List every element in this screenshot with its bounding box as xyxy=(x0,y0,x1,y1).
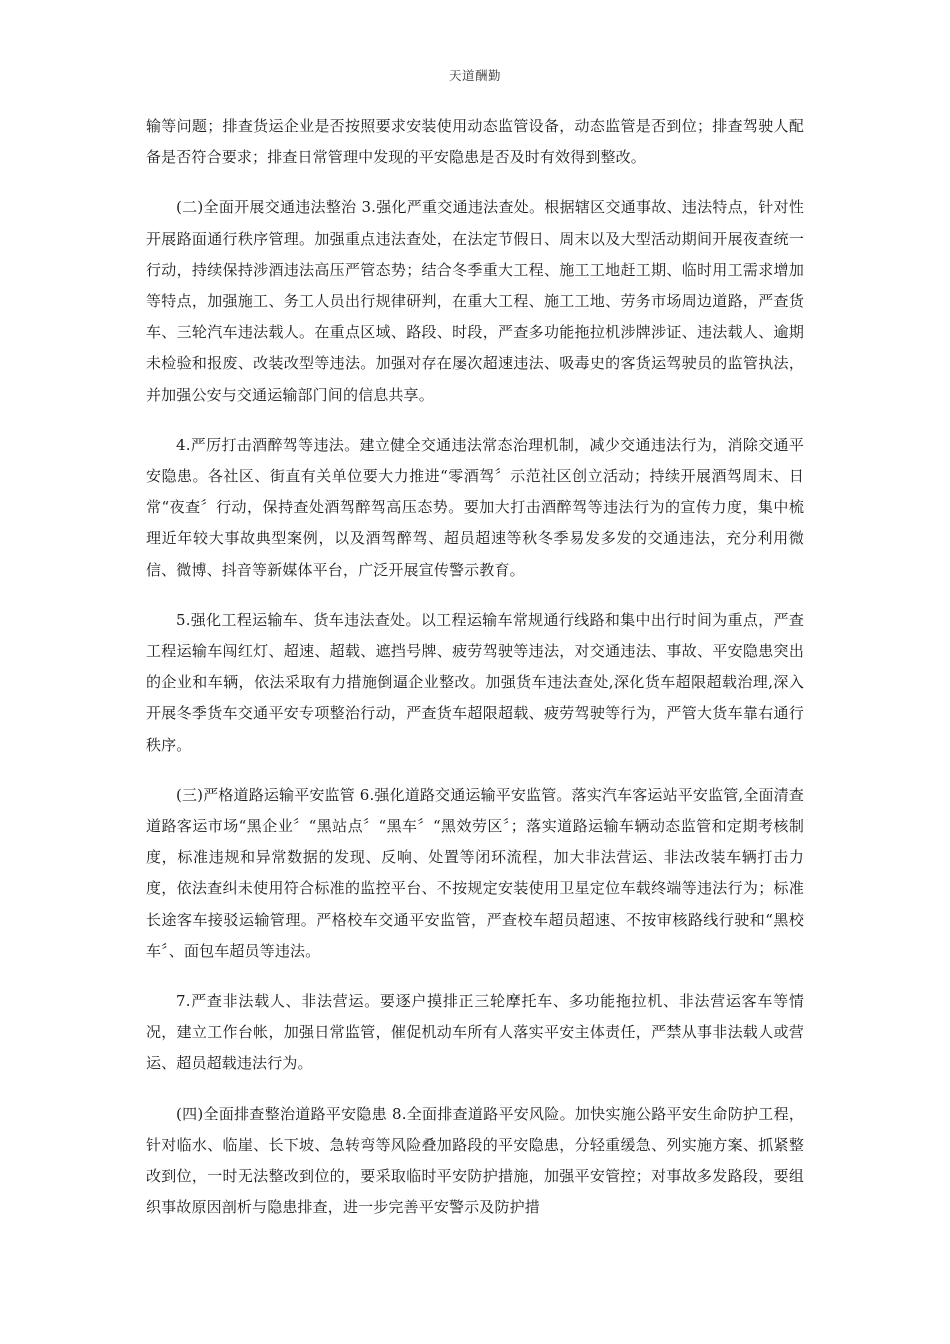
paragraph-3: 4.严厉打击酒醉驾等违法。建立健全交通违法常态治理机制，减少交通违法行为，消除交通平安隐患。各社区、街直有关单位要大力推进“零酒驾〞示范社区创立活动；持续开展酒驾周末、日常“夜查〞行动，保持查处酒驾醉驾高压态势。要加大打击酒醉驾等违法行为的宣传力度，集中梳理近年较大事故典型案例，以及酒驾醉驾、超员超速等秋冬季易发多发的交通违法，充分利用微信、微博、抖音等新媒体平台，广泛开展宣传警示教育。 xyxy=(146,435,804,579)
paragraph-2: (二)全面开展交通违法整治 3.强化严重交通违法查处。根据辖区交通事故、违法特点，针对性开展路面通行秩序管理。加强重点违法查处，在法定节假日、周末以及大型活动期间开展夜查统一行动，持续保持涉酒违法高压严管态势；结合冬季重大工程、施工工地赶工期、临时用工需求增加等特点，加强施工、务工人员出行规律研判，在重大工程、施工工地、劳务市场周边道路，严查货车、三轮汽车违法载人。在重点区域、路段、时段，严查多功能拖拉机涉牌涉证、违法载人、逾期未检验和报废、改装改型等违法。加强对存在屡次超速违法、吸毒史的客货运驾驶员的监管执法，并加强公安与交通运输部门间的信息共享。 xyxy=(146,198,804,404)
paragraph-1: 输等问题；排查货运企业是否按照要求安装使用动态监管设备，动态监管是否到位；排查驾驶人配备是否符合要求；排查日常管理中发现的平安隐患是否及时有效得到整改。 xyxy=(146,117,804,167)
document-body xyxy=(146,111,804,1243)
page-header: 天道酬勤 xyxy=(448,68,501,83)
paragraph-4: 5.强化工程运输车、货车违法查处。以工程运输车常规通行线路和集中出行时间为重点，严查工程运输车闯红灯、超速、超载、遮挡号牌、疲劳驾驶等违法，对交通违法、事故、平安隐患突出的企业和车辆，依法采取有力措施倒逼企业整改。加强货车违法查处,深化货车超限超载治理,深入开展冬季货车交通平安专项整治行动，严查货车超限超载、疲劳驾驶等行为，严管大货车靠右通行秩序。 xyxy=(146,610,804,754)
paragraph-7: (四)全面排查整治道路平安隐患 8.全面排查道路平安风险。加快实施公路平安生命防护工程，针对临水、临崖、长下坡、急转弯等风险叠加路段的平安隐患，分轻重缓急、列实施方案、抓紧整改到位，一时无法整改到位的，要采取临时平安防护措施，加强平安管控；对事故多发路段，要组织事故原因剖析与隐患排查，进一步完善平安警示及防护措 xyxy=(146,1104,804,1217)
paragraph-5: (三)严格道路运输平安监管 6.强化道路交通运输平安监管。落实汽车客运站平安监管,全面清查道路客运市场“黑企业〞“黑站点〞“黑车〞“黑效劳区〞；落实道路运输车辆动态监管和定期考核制度，标准违规和异常数据的发现、反响、处置等闭环流程，加大非法营运、非法改装车辆打击力度，依法查纠未使用符合标准的监控平台、不按规定安装使用卫星定位车载终端等违法行为；标准长途客车接驳运输管理。严格校车交通平安监管，严查校车超员超速、不按审核路线行驶和“黑校车〞、面包车超员等违法。 xyxy=(146,785,804,960)
paragraph-6: 7.严查非法载人、非法营运。要逐户摸排正三轮摩托车、多功能拖拉机、非法营运客车等情况，建立工作台帐，加强日常监管，催促机动车所有人落实平安主体责任，严禁从事非法载人或营运、超员超载违法行为。 xyxy=(146,992,804,1073)
